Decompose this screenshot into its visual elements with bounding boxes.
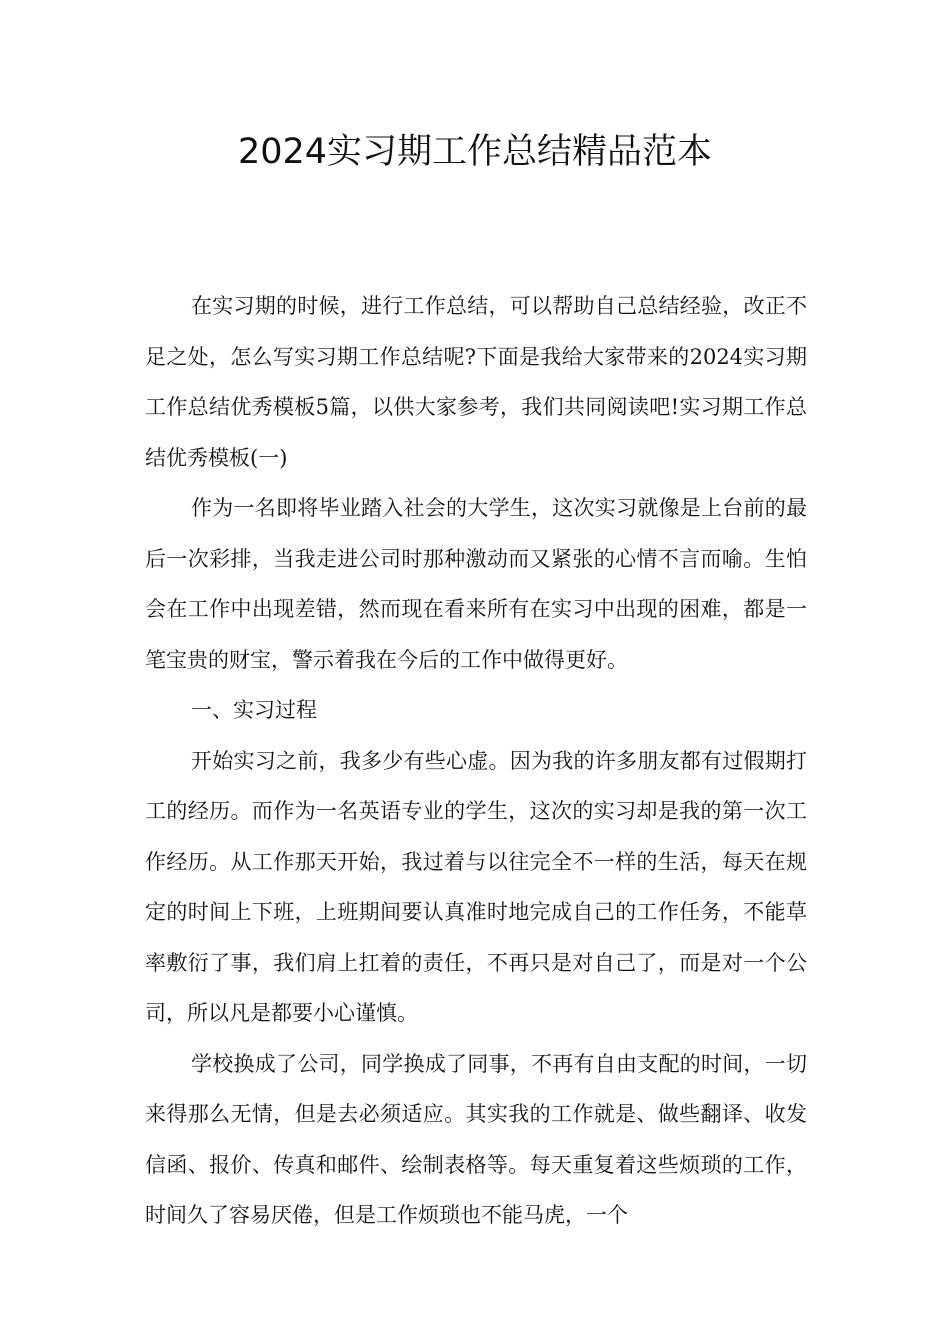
- paragraph-3: 学校换成了公司，同学换成了同事，不再有自由支配的时间，一切来得那么无情，但是去必须适应。其实我的工作就是、做些翻译、收发信函、报价、传真和邮件、绘制表格等。每天重复着这些烦琐的工作，时间久了容易厌倦，但是工作烦琐也不能马虎，一个: [145, 1051, 807, 1227]
- paragraph-intro: 在实习期的时候，进行工作总结，可以帮助自己总结经验，改正不足之处，怎么写实习期工作总结呢?下面是我给大家带来的2024实习期工作总结优秀模板5篇，以供大家参考，我们共同阅读吧!实习期工作总结优秀模板(一): [145, 294, 807, 470]
- paragraph-2: 开始实习之前，我多少有些心虚。因为我的许多朋友都有过假期打工的经历。而作为一名英语专业的学生，这次的实习却是我的第一次工作经历。从工作那天开始，我过着与以往完全不一样的生活，每天在规定的时间上下班，上班期间要认真准时地完成自己的工作任务，不能草率敷衍了事，我们肩上扛着的责任，不再只是对自己了，而是对一个公司，所以凡是都要小心谨慎。: [145, 748, 807, 1025]
- document-title: 2024实习期工作总结精品范本: [237, 132, 713, 172]
- section-heading: 一、实习过程: [191, 698, 317, 722]
- paragraph-1: 作为一名即将毕业踏入社会的大学生，这次实习就像是上台前的最后一次彩排，当我走进公司时那种激动而又紧张的心情不言而喻。生怕会在工作中出现差错，然而现在看来所有在实习中出现的困难，都是一笔宝贵的财宝，警示着我在今后的工作中做得更好。: [145, 496, 807, 672]
- document-body: [145, 281, 807, 1241]
